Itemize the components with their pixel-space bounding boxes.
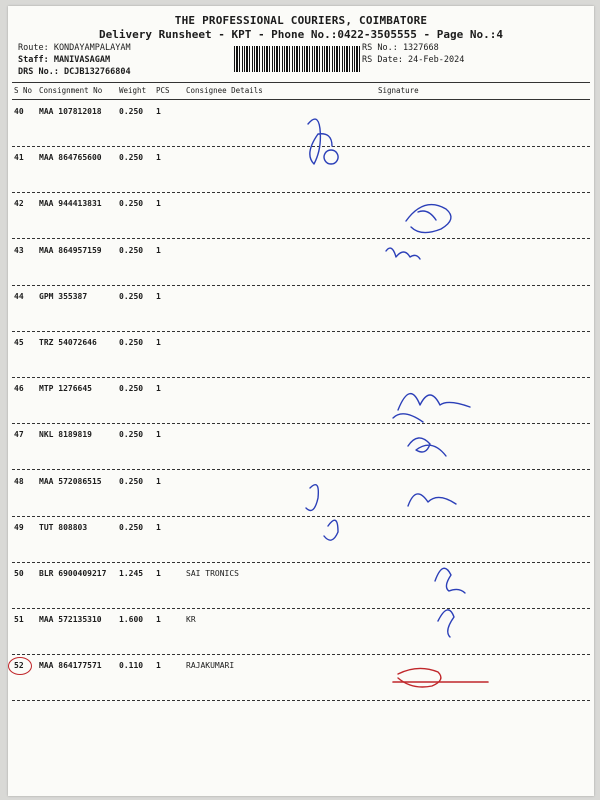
- rs-number: RS No.: 1327668: [362, 43, 439, 53]
- signature-scribble: [398, 668, 441, 687]
- pcs-cell: 1: [156, 615, 161, 625]
- pcs-cell: 1: [156, 522, 161, 532]
- pcs-cell: 1: [156, 569, 161, 578]
- pcs-cell: 1: [156, 107, 161, 116]
- sno-cell: 49: [14, 522, 24, 532]
- weight-cell: 0.250: [119, 476, 144, 486]
- runsheet-page: [8, 6, 594, 796]
- signature-scribble: [306, 485, 338, 541]
- col-consignee-details: Consignee Details: [186, 86, 263, 95]
- consignee-details-cell: SAI TRONICS: [186, 569, 239, 578]
- sno-cell: 41: [14, 153, 24, 163]
- weight-cell: 0.110: [119, 661, 144, 671]
- weight-cell: 0.250: [119, 430, 144, 440]
- sno-cell: 45: [14, 338, 24, 347]
- sno-cell: 40: [14, 107, 24, 116]
- consignment-cell: MAA 944413831: [39, 199, 102, 209]
- weight-cell: 0.250: [119, 107, 144, 116]
- pcs-cell: 1: [156, 291, 161, 301]
- signature-scribble: [406, 205, 451, 233]
- col-sno: S No: [14, 86, 33, 95]
- consignment-cell: BLR 6900409217: [39, 569, 107, 578]
- weight-cell: 1.245: [119, 569, 144, 578]
- signature-scribble: [438, 610, 454, 637]
- pcs-cell: 1: [156, 153, 161, 163]
- weight-cell: 1.600: [119, 615, 144, 625]
- pcs-cell: 1: [156, 199, 161, 209]
- weight-cell: 0.250: [119, 153, 144, 163]
- sno-cell: 43: [14, 245, 24, 255]
- consignment-cell: NKL 8189819: [39, 430, 92, 440]
- consignment-cell: TRZ 54072646: [39, 338, 97, 347]
- consignment-cell: MAA 864177571: [39, 661, 102, 671]
- sno-cell: 52: [14, 661, 24, 671]
- signature-scribble: [408, 494, 456, 506]
- signature-scribble: [393, 394, 470, 422]
- col-weight: Weight: [119, 86, 147, 95]
- staff-label: Staff: MANIVASAGAM: [18, 55, 111, 65]
- consignment-cell: MTP 1276645: [39, 384, 92, 394]
- pcs-cell: 1: [156, 384, 161, 394]
- signature-scribble: [435, 568, 465, 593]
- col-consignment: Consignment No: [39, 86, 103, 95]
- consignment-cell: MAA 864957159: [39, 245, 102, 255]
- col-pcs: PCS: [156, 86, 170, 95]
- weight-cell: 0.250: [119, 291, 144, 301]
- consignment-cell: MAA 107812018: [39, 107, 102, 116]
- pcs-cell: 1: [156, 661, 161, 671]
- sno-cell: 50: [14, 569, 24, 578]
- consignee-details-cell: KR: [186, 615, 196, 625]
- signature-scribble: [408, 438, 446, 456]
- consignee-details-cell: RAJAKUMARI: [186, 661, 235, 671]
- route-label: Route: KONDAYAMPALAYAM: [18, 43, 131, 53]
- pcs-cell: 1: [156, 338, 161, 347]
- pcs-cell: 1: [156, 476, 161, 486]
- col-signature: Signature: [378, 86, 419, 95]
- weight-cell: 0.250: [119, 338, 144, 347]
- consignment-cell: MAA 572135310: [39, 615, 102, 625]
- sno-cell: 51: [14, 615, 24, 625]
- handwriting-layer: [8, 6, 594, 796]
- weight-cell: 0.250: [119, 384, 144, 394]
- rs-date: RS Date: 24-Feb-2024: [362, 55, 465, 65]
- pcs-cell: 1: [156, 430, 161, 440]
- consignment-cell: MAA 572086515: [39, 476, 102, 486]
- sno-cell: 48: [14, 476, 24, 486]
- runsheet-subtitle: Delivery Runsheet - KPT - Phone No.:0422-3505555 - Page No.:4: [99, 28, 503, 41]
- signature-scribble: [308, 119, 332, 164]
- drs-label: DRS No.: DCJB132766804: [18, 67, 131, 77]
- signature-scribble: [324, 150, 338, 164]
- weight-cell: 0.250: [119, 199, 144, 209]
- weight-cell: 0.250: [119, 522, 144, 532]
- pcs-cell: 1: [156, 245, 161, 255]
- consignment-cell: TUT 808803: [39, 522, 88, 532]
- company-title: THE PROFESSIONAL COURIERS, COIMBATORE: [174, 14, 428, 27]
- weight-cell: 0.250: [119, 245, 144, 255]
- sno-cell: 44: [14, 291, 24, 301]
- sno-cell: 47: [14, 430, 24, 440]
- signature-scribble: [386, 248, 420, 259]
- sno-cell: 46: [14, 384, 24, 394]
- consignment-cell: GPM 355387: [39, 291, 88, 301]
- consignment-cell: MAA 864765600: [39, 153, 102, 163]
- sno-cell: 42: [14, 199, 24, 209]
